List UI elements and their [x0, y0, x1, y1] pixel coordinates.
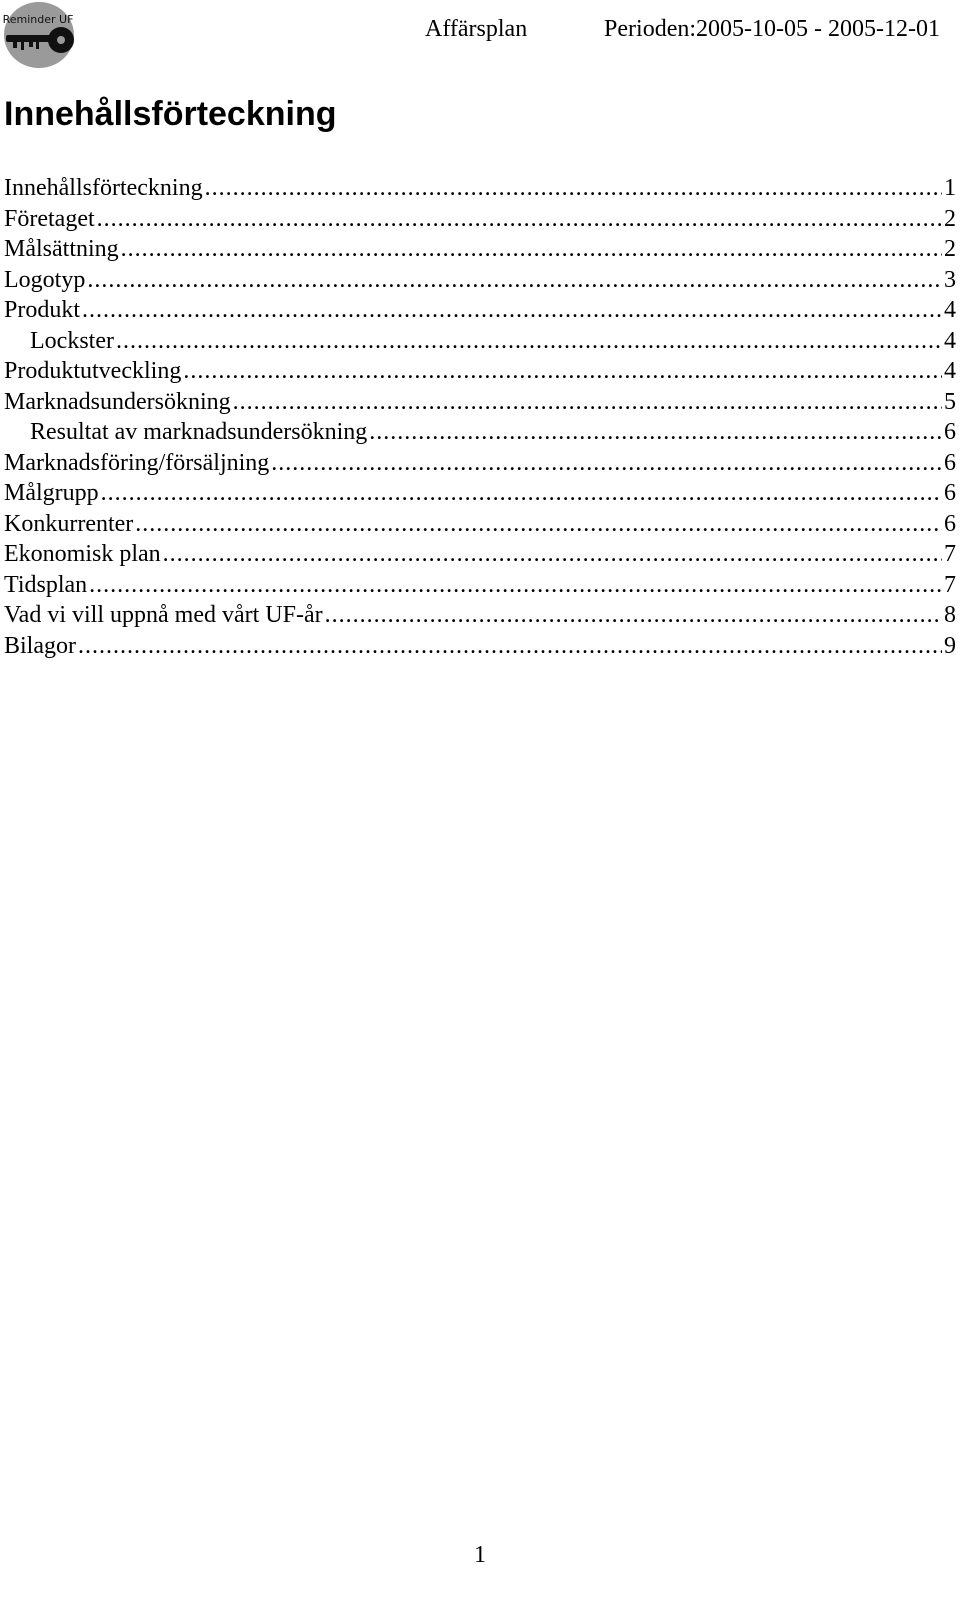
toc-entry-title[interactable]: Tidsplan [4, 571, 88, 598]
toc-entry[interactable] [4, 387, 956, 418]
toc-entry[interactable] [4, 600, 956, 631]
toc-dot-leader [116, 326, 942, 357]
toc-entry-page: 3 [944, 266, 956, 293]
toc-dot-leader [121, 234, 942, 265]
toc-entry-page: 4 [944, 358, 956, 384]
toc-entry-page: 4 [944, 327, 956, 354]
toc-dot-leader [233, 387, 942, 418]
toc-entry-title[interactable]: Vad vi vill uppnå med vårt UF-år [4, 602, 323, 628]
toc-entry[interactable] [4, 448, 956, 479]
toc-entry-page: 4 [944, 297, 956, 323]
toc-entry-title[interactable]: Företaget [4, 205, 95, 232]
toc-entry-title[interactable]: Lockster [30, 327, 114, 354]
table-of-contents [4, 173, 956, 661]
toc-dot-leader [183, 356, 942, 387]
toc-dot-leader [325, 600, 942, 631]
toc-entry[interactable] [4, 631, 956, 662]
toc-dot-leader [97, 204, 942, 235]
toc-entry-page: 7 [944, 541, 956, 567]
toc-entry-title[interactable]: Resultat av marknadsundersökning [30, 419, 368, 445]
toc-entry-title[interactable]: Ekonomisk plan [4, 541, 161, 567]
toc-dot-leader [369, 417, 942, 448]
toc-entry-title[interactable]: Marknadsföring/försäljning [4, 449, 270, 476]
toc-entry-page: 2 [944, 236, 956, 262]
key-logo-icon [3, 1, 75, 69]
toc-dot-leader [271, 448, 942, 479]
company-logo [3, 1, 75, 69]
toc-entry-page: 6 [944, 510, 956, 537]
toc-entry[interactable] [4, 509, 956, 540]
toc-entry-title[interactable]: Produkt [4, 297, 81, 323]
toc-entry[interactable] [4, 539, 956, 570]
logo-text: Reminder UF [3, 13, 74, 26]
toc-entry[interactable] [4, 356, 956, 387]
toc-dot-leader [205, 173, 942, 204]
toc-dot-leader [89, 570, 942, 601]
toc-entry-page: 6 [944, 449, 956, 476]
toc-dot-leader [82, 295, 942, 326]
toc-dot-leader [78, 631, 942, 662]
toc-entry-page: 6 [944, 480, 956, 506]
toc-entry[interactable] [4, 295, 956, 326]
toc-dot-leader [101, 478, 942, 509]
toc-entry-page: 7 [944, 571, 956, 598]
toc-entry-page: 5 [944, 388, 956, 415]
toc-dot-leader [163, 539, 942, 570]
toc-entry-page: 1 [944, 175, 956, 201]
toc-entry[interactable] [4, 570, 956, 601]
toc-dot-leader [135, 509, 942, 540]
toc-heading: Innehållsförteckning [4, 95, 337, 133]
toc-entry[interactable] [4, 478, 956, 509]
toc-entry[interactable] [4, 204, 956, 235]
toc-entry[interactable] [4, 326, 956, 357]
toc-entry[interactable] [4, 173, 956, 204]
toc-entry-page: 9 [944, 632, 956, 659]
toc-entry[interactable] [4, 417, 956, 448]
toc-entry-title[interactable]: Innehållsförteckning [4, 175, 203, 201]
document-title: Affärsplan [425, 16, 528, 42]
toc-entry-title[interactable]: Produktutveckling [4, 358, 182, 384]
toc-entry-page: 8 [944, 602, 956, 628]
page-number: 1 [474, 1542, 486, 1568]
toc-entry[interactable] [4, 265, 956, 296]
toc-entry-title[interactable]: Målsättning [4, 236, 119, 262]
toc-entry-title[interactable]: Målgrupp [4, 480, 99, 506]
toc-entry-title[interactable]: Konkurrenter [4, 510, 134, 537]
toc-entry-title[interactable]: Logotyp [4, 266, 86, 293]
toc-entry[interactable] [4, 234, 956, 265]
document-period: Perioden:2005-10-05 - 2005-12-01 [604, 16, 940, 42]
toc-entry-title[interactable]: Bilagor [4, 632, 76, 659]
toc-entry-page: 6 [944, 419, 956, 445]
toc-dot-leader [87, 265, 942, 296]
toc-entry-page: 2 [944, 205, 956, 232]
toc-entry-title[interactable]: Marknadsundersökning [4, 388, 231, 415]
